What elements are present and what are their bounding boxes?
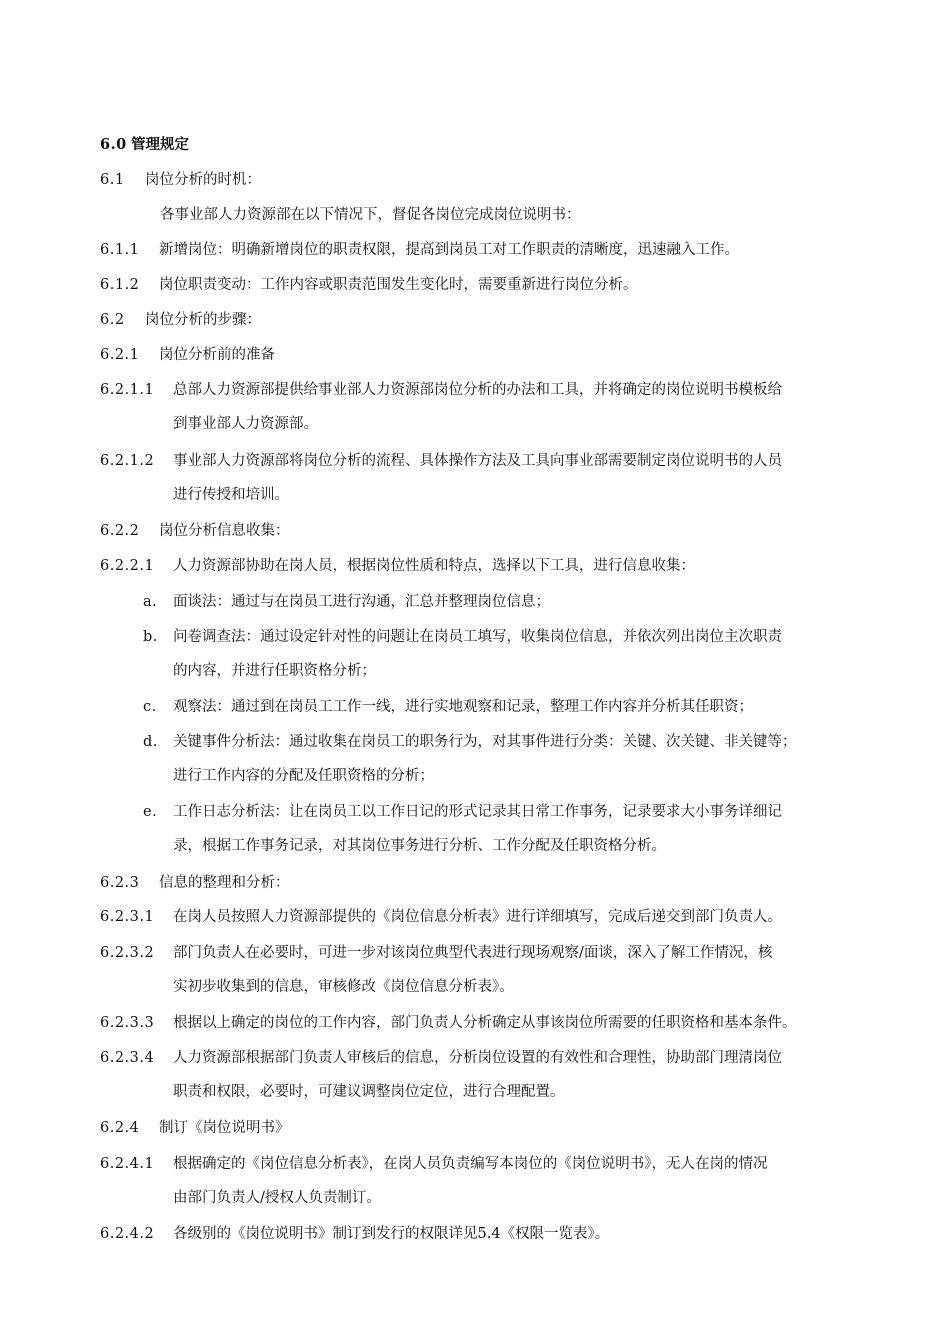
clause-number: 6.2.4 <box>100 1120 140 1136</box>
clause-number: 6.2.3 <box>100 875 140 891</box>
clause-number: 6.2.3.3 <box>100 1015 155 1031</box>
clause-text: 岗位分析信息收集： <box>159 523 290 539</box>
list-text: 工作日志分析法：让在岗员工以工作日记的形式记录其日常工作事务，记录要求大小事务详细记 <box>173 804 782 820</box>
clause-number: 6.2.2.1 <box>100 558 155 574</box>
section-number: 6.0 <box>100 136 127 153</box>
list-text: 关键事件分析法：通过收集在岗员工的职务行为，对其事件进行分类：关键、次关键、非关键等； <box>173 734 797 750</box>
clause-text: 在岗人员按照人力资源部提供的《岗位信息分析表》进行详细填写，完成后递交到部门负责人。 <box>173 909 782 925</box>
clause-text: 岗位职责变动：工作内容或职责范围发生变化时，需要重新进行岗位分析。 <box>159 277 638 293</box>
clause-number: 6.2.4.2 <box>100 1226 155 1242</box>
clause-text: 总部人力资源部提供给事业部人力资源部岗位分析的办法和工具，并将确定的岗位说明书模板给 <box>173 382 782 398</box>
clause-number: 6.2.1.1 <box>100 382 155 398</box>
clause-text: 人力资源部根据部门负责人审核后的信息，分析岗位设置的有效性和合理性，协助部门理清岗位 <box>173 1050 782 1066</box>
clause-text: 制订《岗位说明书》 <box>159 1120 290 1136</box>
clause-number: 6.1.1 <box>100 242 140 258</box>
clause-number: 6.2.3.4 <box>100 1050 155 1066</box>
clause-text: 实初步收集到的信息，审核修改《岗位信息分析表》。 <box>173 979 514 995</box>
clause-number: 6.2.3.2 <box>100 945 155 961</box>
clause-text: 岗位分析的时机： <box>145 172 261 188</box>
clause-number: 6.2 <box>100 312 125 328</box>
clause-number: 6.1.2 <box>100 277 140 293</box>
clause-number: 6.2.3.1 <box>100 909 155 925</box>
clause-text: 各级别的《岗位说明书》制订到发行的权限详见5.4《权限一览表》。 <box>173 1226 610 1242</box>
clause-number: 6.1 <box>100 172 125 188</box>
list-text: 观察法：通过到在岗员工工作一线，进行实地观察和记录，整理工作内容并分析其任职资； <box>173 699 753 715</box>
clause-number: 6.2.2 <box>100 523 140 539</box>
list-marker: c. <box>143 699 157 715</box>
clause-text: 进行传授和培训。 <box>173 487 289 503</box>
list-marker: b. <box>143 629 158 645</box>
list-text: 录，根据工作事务记录，对其岗位事务进行分析、工作分配及任职资格分析。 <box>173 838 666 854</box>
clause-number: 6.2.1 <box>100 347 140 363</box>
clause-text: 部门负责人在必要时，可进一步对该岗位典型代表进行现场观察/面谈，深入了解工作情况，核 <box>173 945 773 961</box>
clause-text: 由部门负责人/授权人负责制订。 <box>173 1190 381 1206</box>
list-text: 面谈法：通过与在岗员工进行沟通，汇总并整理岗位信息； <box>173 594 550 610</box>
clause-text: 根据确定的《岗位信息分析表》，在岗人员负责编写本岗位的《岗位说明书》，无人在岗的情况 <box>173 1156 768 1172</box>
list-marker: d. <box>143 734 158 750</box>
list-text: 问卷调查法：通过设定针对性的问题让在岗员工填写，收集岗位信息，并依次列出岗位主次职责 <box>173 629 782 645</box>
clause-text: 根据以上确定的岗位的工作内容，部门负责人分析确定从事该岗位所需要的任职资格和基本条件。 <box>173 1015 797 1031</box>
clause-text: 到事业部人力资源部。 <box>173 416 318 432</box>
clause-text: 信息的整理和分析： <box>159 875 290 891</box>
clause-text: 人力资源部协助在岗人员，根据岗位性质和特点，选择以下工具，进行信息收集： <box>173 558 695 574</box>
clause-text: 岗位分析前的准备 <box>159 347 275 363</box>
clause-number: 6.2.4.1 <box>100 1156 155 1172</box>
list-text: 进行工作内容的分配及任职资格的分析； <box>173 768 434 784</box>
list-marker: e. <box>143 804 158 820</box>
clause-number: 6.2.1.2 <box>100 453 155 469</box>
section-title: 管理规定 <box>131 136 189 153</box>
clause-text: 事业部人力资源部将岗位分析的流程、具体操作方法及工具向事业部需要制定岗位说明书的人员 <box>173 453 782 469</box>
clause-text: 新增岗位：明确新增岗位的职责权限，提高到岗员工对工作职责的清晰度，迅速融入工作。 <box>159 242 739 258</box>
paragraph-text: 各事业部人力资源部在以下情况下，督促各岗位完成岗位说明书： <box>160 207 581 223</box>
clause-text: 岗位分析的步骤： <box>145 312 261 328</box>
list-marker: a. <box>143 594 158 610</box>
list-text: 的内容，并进行任职资格分析； <box>173 663 376 679</box>
clause-text: 职责和权限，必要时，可建议调整岗位定位，进行合理配置。 <box>173 1084 565 1100</box>
